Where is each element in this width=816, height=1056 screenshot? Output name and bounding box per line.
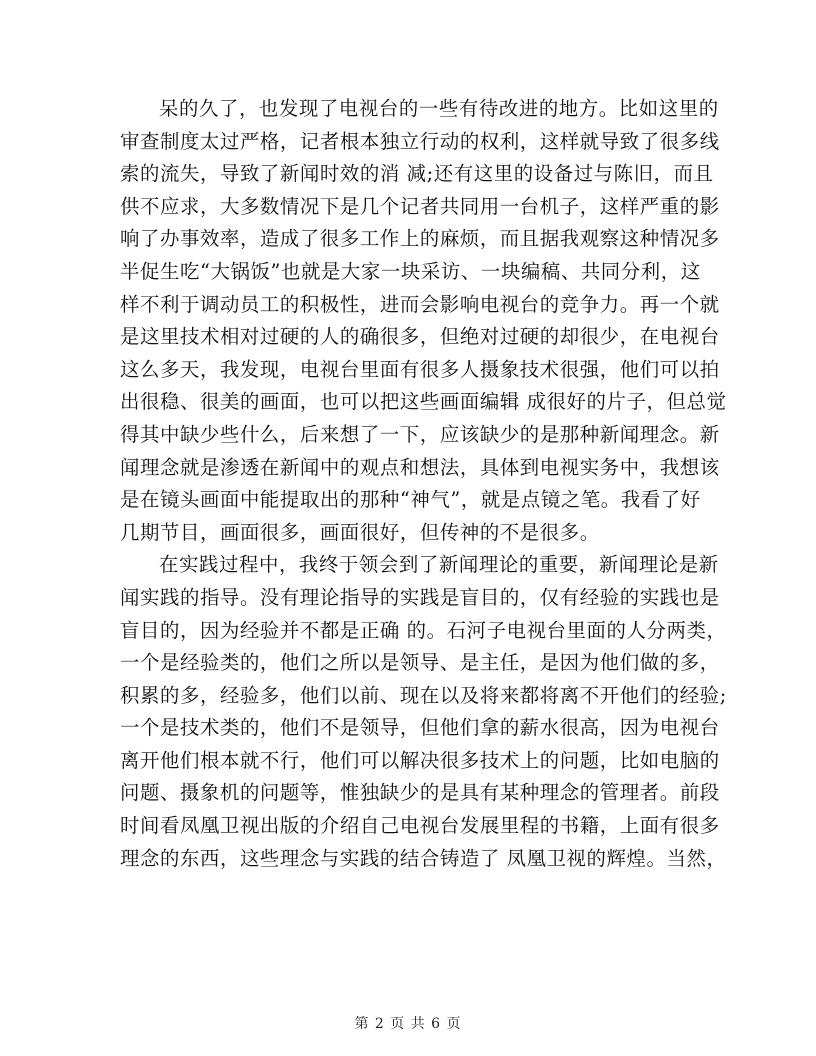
text-line: 得其中缺少些什么，后来想了一下，应该缺少的是那种新闻理念。新 <box>120 422 720 446</box>
text-line: 离开他们根本就不行，他们可以解决很多技术上的问题，比如电脑的 <box>120 748 720 772</box>
text-line: 呆的久了，也发现了电视台的一些有待改进的地方。比如这里的 <box>159 97 719 120</box>
text-line: 问题、摄象机的问题等，惟独缺少的是具有某种理念的管理者。前段 <box>120 781 720 805</box>
text-line: 理念的东西，这些理念与实践的结合铸造了 凤凰卫视的辉煌。当然， <box>120 846 727 870</box>
text-line: 供不应求，大多数情况下是几个记者共同用一台机子，这样严重的影 <box>120 194 720 218</box>
page-number-footer: 第 2 页 共 6 页 <box>354 1016 462 1032</box>
text-line: 是这里技术相对过硬的人的确很多，但绝对过硬的却很少，在电视台 <box>120 325 720 349</box>
text-line: 索的流失，导致了新闻时效的消 减;还有这里的设备过与陈旧，而且 <box>120 162 714 186</box>
text-line: 半促生吃“大锅饭”也就是大家一块采访、一块编稿、共同分利，这 <box>120 259 701 283</box>
text-line: 审查制度太过严格，记者根本独立行动的权利，这样就导致了很多线 <box>120 129 720 153</box>
body-text <box>120 93 727 875</box>
text-line: 出很稳、很美的画面，也可以把这些画面编辑 成很好的片子，但总觉 <box>120 390 727 414</box>
text-line: 一个是经验类的，他们之所以是领导、是主任，是因为他们做的多， <box>120 651 720 675</box>
text-line: 是在镜头画面中能提取出的那种“神气”，就是点镜之笔。我看了好 <box>120 488 701 512</box>
text-line: 积累的多，经验多，他们以前、现在以及将来都将离不开他们的经验; <box>120 683 727 707</box>
text-line: 闻理念就是渗透在新闻中的观点和想法，具体到电视实务中，我想该 <box>120 455 720 479</box>
text-line: 时间看凤凰卫视出版的介绍自己电视台发展里程的书籍，上面有很多 <box>120 814 720 838</box>
text-line: 盲目的，因为经验并不都是正确 的。石河子电视台里面的人分两类， <box>120 618 727 642</box>
text-line: 几期节目，画面很多，画面很好，但传神的不是很多。 <box>120 520 600 544</box>
text-line: 闻实践的指导。没有理论指导的实践是盲目的，仅有经验的实践也是 <box>120 585 720 609</box>
text-line: 响了办事效率，造成了很多工作上的麻烦，而且据我观察这种情况多 <box>120 227 720 251</box>
text-line: 一个是技术类的，他们不是领导，但他们拿的薪水很高，因为电视台 <box>120 716 720 740</box>
text-line: 样不利于调动员工的积极性，进而会影响电视台的竞争力。再一个就 <box>120 292 720 316</box>
text-line: 这么多天，我发现，电视台里面有很多人摄象技术很强，他们可以拍 <box>120 357 720 381</box>
paragraph-first-line: 在实践过程中，我终于领会到了新闻理论的重要，新闻理论是新 <box>159 553 719 577</box>
